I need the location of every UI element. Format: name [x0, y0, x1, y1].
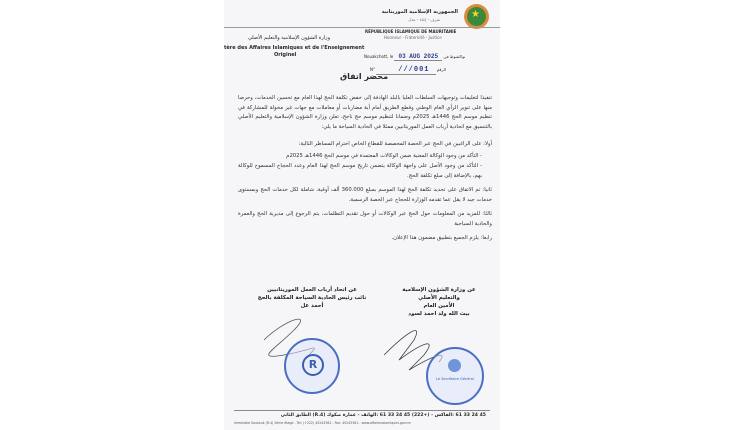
- point-fourth: رابعا: يلزم الجميع بتطبيق مضمون هذا الإعلان.: [391, 235, 492, 241]
- sig-left-line2: نائب رئيس الحادية السياحة المكلفة بالحج: [257, 295, 367, 301]
- sig-left-name: أحمد عل: [300, 303, 324, 309]
- ministry-fr: tère des Affaires Islamiques et de l'Enseignement: [224, 45, 365, 51]
- motto-fr: Honneur - Fraternité - Justice: [384, 35, 442, 40]
- place-label-fr: Nouakchott, le: [364, 54, 394, 59]
- sig-right-line1: عن وزارة الشؤون الإسلامية: [402, 287, 476, 293]
- sig-left-line1: عن اتحاد أرباب العمل الموريتانيين: [267, 287, 357, 293]
- motto-ar: شرف - إخاء - عدل: [408, 17, 440, 22]
- point-second: ثانيا: تم الاتفاق على تحديد تكلفة الحج لهذا الموسم بمبلغ 360.000 ألف أوقية، شاملة لكل خدمات الحج وبمستوى خدمات جيد لا يقل عما تقدمه الوزارة للحجاج عبر الحصة الرسمية.: [238, 187, 492, 203]
- document-title: محضر اتفاق: [340, 72, 389, 81]
- ministry-fr-2: Originel: [274, 52, 297, 58]
- sig-right-line2: والتعليم الأصلي: [418, 295, 460, 301]
- date-line: [364, 54, 465, 59]
- intro-paragraph: تنفيذا لتعليمات وتوجيهات السلطات العليا بالبلد الهادفة إلى خفض تكلفة الحج لهذا العام مع تحسين الخدمات، وحرصا منها على تنوير الرأي العام الوطني وقطع الطريق أمام أية مضاربات أو معاملات مع جهات غير مخولة للمشاركة في تنظيم موسم الحج 1446هـ 2025م وضمانا لتنظيم موسم حج ناجح، تعلن وزارة الشؤون الإسلامية والتعليم الأصلي بالتنسيق مع اتحادية أرباب العمل الموريتانيين ممثلا في الحادية السياحة ما يلي:: [238, 95, 492, 130]
- footer-fr: Immeuble Soukouk (R.4) 2ème étage - Tel: (+222) 45243361 - Fax: 45243361 - www.affairesislamiques.gov.mr: [234, 421, 411, 425]
- document-page: [224, 0, 500, 430]
- bullet-1: - التأكد من وجود الوكالة المعنية ضمن الوكالات المعتمدة في موسم الحج 1446هـ 2025م: [286, 153, 482, 159]
- number-label-fr: N°: [370, 67, 375, 72]
- point-first: أولا: على الراغبين في الحج عبر الحصة المخصصة للقطاع الخاص احترام المساطر التالية:: [298, 141, 492, 147]
- footer-divider: [234, 410, 490, 411]
- republic-fr: RÉPUBLIQUE ISLAMIQUE DE MAURITANIE: [365, 29, 457, 34]
- point-third: ثالثا: للمزيد من المعلومات حول الحج عبر الوكالات أو حول تقديم التظلمات، يتم الرجوع إلى مديرية الحج والعمرة والحادية السياحية: [238, 211, 492, 227]
- bullet-2: - التأكد من وجود الأصل على واجهة الوكالة يتضمن تاريخ موسم الحج لهذا العام وعدد الحجاج المسموح للوكالة بهم، بالإضافة إلى مبلغ تكلفة الحج.: [238, 163, 482, 179]
- sig-right-name: بيت الله ولد احمد لسود: [408, 311, 470, 317]
- national-emblem-icon: ★: [464, 4, 489, 29]
- header-divider: [224, 27, 500, 28]
- stamp-left: R: [284, 338, 340, 394]
- ministry-ar: وزارة الشؤون الإسلامية والتعليم الأصلي: [248, 35, 330, 41]
- number-value: ///001: [376, 66, 435, 75]
- sig-right-line3: الأمين العام: [423, 303, 455, 309]
- number-label-ar: الرقم: [436, 67, 446, 72]
- place-label-ar: نواكشوط في: [443, 54, 466, 59]
- stamp-right-text: Le Secrétaire Général: [436, 377, 474, 381]
- stamp-right: [426, 347, 484, 405]
- date-value: 03 AUG 2025: [394, 53, 442, 61]
- republic-ar: الجمهورية الإسلامية الموريتانية: [381, 9, 458, 15]
- footer-ar: 45 24 33 61 :الفاكس - (+222) 45 24 33 61 :الهاتف - عمارة صكوك (R.4) الطابق الثاني: [280, 413, 486, 418]
